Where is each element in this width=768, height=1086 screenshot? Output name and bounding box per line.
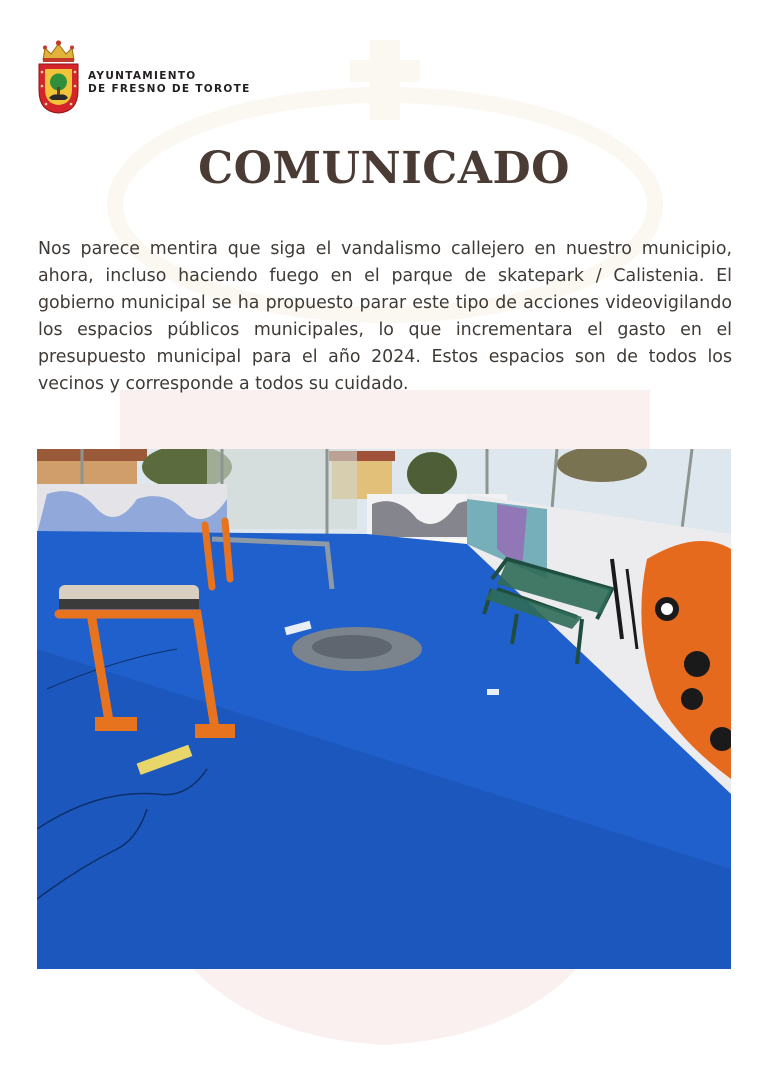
org-name-line2: DE FRESNO DE TOROTE [88,82,251,95]
municipality-name [88,70,251,95]
announcement-text: Nos parece mentira que siga el vandalismo callejero en nuestro municipio, ahora, incluso haciendo fuego en el parque de skatepark / Calistenia. El gobierno municipal se ha propuesto parar este tipo de acciones videovigilando los espacios públicos municipales, lo que incrementara el gasto en el presupuesto municipal para el año 2024. Estos espacios son de todos los vecinos y corresponde a todos su cuidado. [38,239,732,394]
page-title: COMUNICADO [198,143,570,194]
coat-of-arms-icon [37,38,80,114]
skatepark-photo [37,449,731,969]
municipal-logo [37,38,80,114]
org-name-line1: AYUNTAMIENTO [88,70,197,82]
